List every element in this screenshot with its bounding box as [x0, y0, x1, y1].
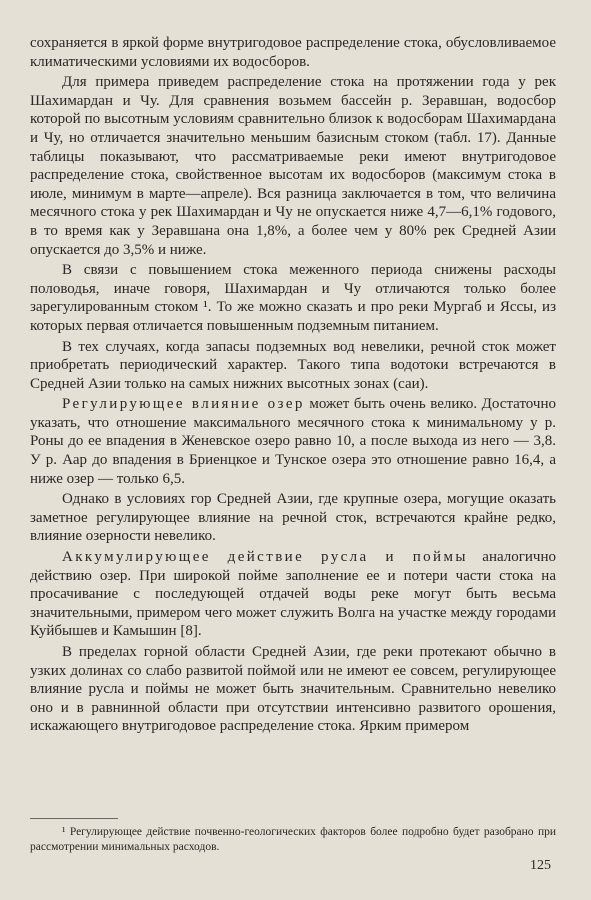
- paragraph-7-spaced-term: Аккумулирующее действие русла и поймы: [62, 549, 468, 566]
- paragraph-1-text: сохраняется в яркой форме внутригодовое распределение стока, обусловливаемое климатическими условиями их водосборов.: [30, 35, 556, 70]
- paragraph-8-text: В пределах горной области Средней Азии, где реки протекают обычно в узких долинах со слабо развитой поймой или не имеют ее совсем, регулирующее влияние русла и поймы не может быть значительным. Сравнительно невелико оно и в равнинной области при отсутствии интенсивно развитого орошения, искажающего внутригодовое распределение стока. Ярким примером: [30, 644, 556, 735]
- paragraph-1: [30, 34, 556, 71]
- footnote-divider: [30, 818, 118, 819]
- paragraph-3-text: В связи с повышением стока меженного периода снижены расходы половодья, иначе говоря, Шахимардан и Чу отличаются только более зарегулированным стоком ¹. То же можно сказать и про реки Мургаб и Яссы, из которых первая отличается повышенным подземным питанием.: [30, 262, 556, 334]
- paragraph-2: [30, 73, 556, 259]
- paragraph-7: [30, 548, 556, 641]
- paragraph-3: [30, 261, 556, 335]
- paragraph-8: [30, 643, 556, 736]
- paragraph-5-spaced-term: Регулирующее влияние озер: [62, 396, 305, 413]
- paragraph-5: [30, 395, 556, 488]
- footnote: ¹ Регулирующее действие почвенно-геологических факторов более подробно будет разобрано при рассмотрении минимальных расходов.: [30, 826, 556, 853]
- paragraph-4-text: В тех случаях, когда запасы подземных вод невелики, речной сток может приобретать периодический характер. Такого типа водотоки встречаются в Средней Азии только на самых нижних высотных зонах (саи).: [30, 338, 556, 392]
- paragraph-5-text: может быть очень велико. Достаточно указать, что отношение максимального месячного стока к минимальному у р. Роны до ее впадения в Женевское озеро равно 10, а после выхода из него — 3,8. У р. Аар до впадения в Бриенцкое и Тунское озера это отношение равно 16,4, а ниже озер — только 6,5.: [30, 396, 556, 487]
- main-text: [30, 34, 556, 736]
- paragraph-6: [30, 490, 556, 546]
- paragraph-7-text: аналогично действию озер. При широкой пойме заполнение ее и потери части стока на просачивание с последующей отдачей воды реке могут быть весьма значительными, примером чего может служить Волга на участке между городами Куйбышев и Камышин [8].: [30, 549, 556, 640]
- page-number: 125: [530, 858, 551, 873]
- paragraph-2-text: Для примера приведем распределение стока на протяжении года у рек Шахимардан и Чу. Для сравнения возьмем бассейн р. Зеравшан, водосбор которой по высотным условиям сравнительно близок к водосборам Шахимардана и Чу, но отличается значительно меньшим базисным стоком (табл. 17). Данные таблицы показывают, что рассматриваемые реки имеют внутригодовое распределение стока, свойственное высотам их водосборов (максимум стока в июле, минимум в марте—апреле). Вся разница заключается в том, что величина месячного стока у рек Шахимардан и Чу не опускается ниже 4,7—6,1% годового, в то время как у Зеравшана она 1,8%, а более чем у 80% рек Средней Азии опускается до 3,5% и ниже.: [30, 74, 556, 258]
- paragraph-4: [30, 338, 556, 394]
- paragraph-6-text: Однако в условиях гор Средней Азии, где крупные озера, могущие оказать заметное регулирующее влияние на речной сток, встречаются крайне редко, влияние озерности невелико.: [30, 491, 556, 545]
